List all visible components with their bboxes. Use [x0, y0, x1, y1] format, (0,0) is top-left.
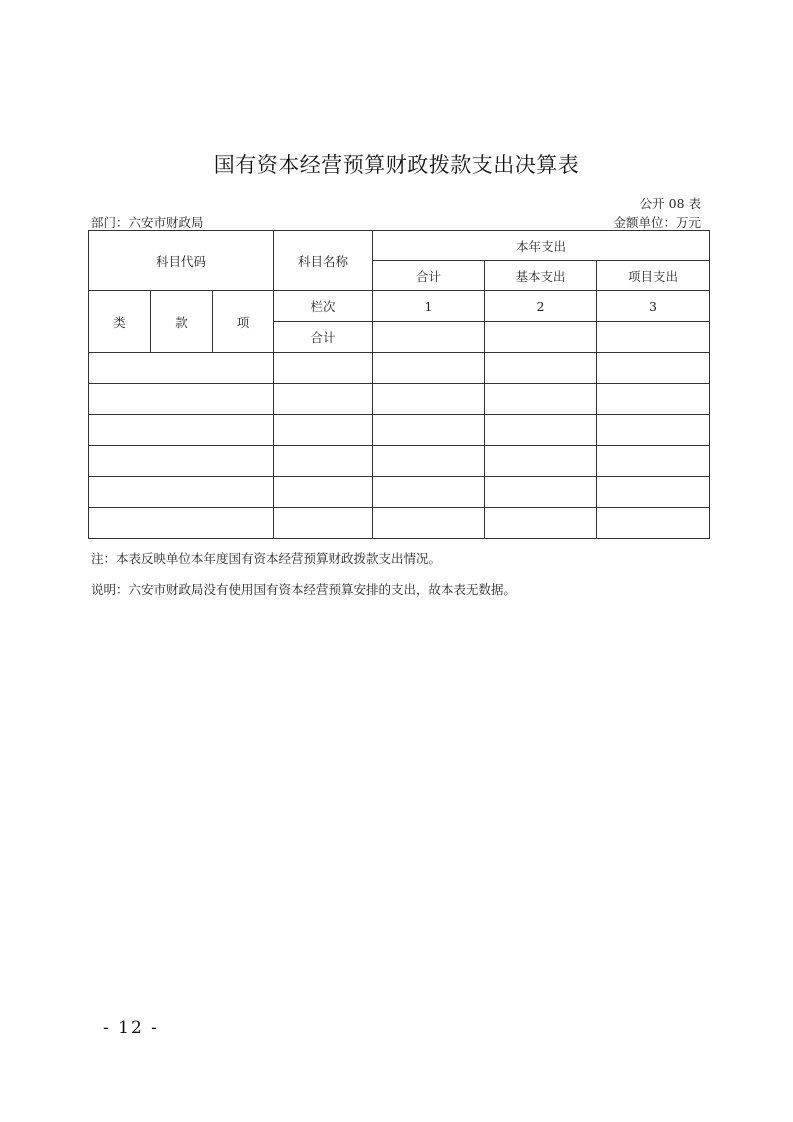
table-cell [274, 477, 373, 508]
page-title: 国有资本经营预算财政拨款支出决算表 [213, 153, 580, 177]
table-cell [373, 477, 485, 508]
table-cell [597, 477, 710, 508]
header-section: 款 [151, 291, 213, 353]
table-cell [597, 353, 710, 384]
total-row-label: 合计 [274, 322, 373, 353]
column-index-row [89, 291, 710, 322]
table-cell [597, 384, 710, 415]
table-cell [373, 322, 485, 353]
table-cell [485, 415, 597, 446]
table-note: 注：本表反映单位本年度国有资本经营预算财政拨款支出情况。 [91, 551, 442, 566]
column-index-3: 3 [597, 291, 710, 322]
table-cell [485, 384, 597, 415]
table-explanation: 说明：六安市财政局没有使用国有资本经营预算安排的支出，故本表无数据。 [91, 582, 517, 597]
table-cell [373, 415, 485, 446]
table-cell [485, 446, 597, 477]
expenditure-table [88, 230, 710, 539]
table-row [89, 508, 710, 539]
table-cell [485, 322, 597, 353]
header-subject-name: 科目名称 [274, 231, 373, 291]
form-number: 公开 08 表 [639, 196, 701, 211]
table-row [89, 415, 710, 446]
table-cell [89, 353, 274, 384]
table-cell [485, 508, 597, 539]
table-cell [274, 508, 373, 539]
table-row [89, 477, 710, 508]
table-cell [485, 477, 597, 508]
table-cell [373, 446, 485, 477]
table-cell [597, 322, 710, 353]
page-number: - 12 - [103, 1018, 159, 1038]
header-row-1 [89, 231, 710, 261]
table-row [89, 446, 710, 477]
table-cell [274, 415, 373, 446]
amount-unit-label: 金额单位：万元 [613, 215, 701, 230]
header-column-number: 栏次 [274, 291, 373, 322]
header-subject-code: 科目代码 [89, 231, 274, 291]
table-cell [597, 415, 710, 446]
header-category: 类 [89, 291, 151, 353]
column-index-2: 2 [485, 291, 597, 322]
header-item: 项 [213, 291, 274, 353]
table-cell [89, 477, 274, 508]
department-label: 部门：六安市财政局 [91, 215, 204, 230]
table-cell [274, 446, 373, 477]
table-cell [373, 384, 485, 415]
table-cell [89, 415, 274, 446]
table-cell [597, 446, 710, 477]
header-current-year-expenditure: 本年支出 [373, 231, 710, 261]
table-cell [274, 384, 373, 415]
table-cell [274, 353, 373, 384]
header-basic-expenditure: 基本支出 [485, 261, 597, 291]
column-index-1: 1 [373, 291, 485, 322]
table-cell [89, 508, 274, 539]
table-row [89, 384, 710, 415]
table-cell [373, 353, 485, 384]
header-project-expenditure: 项目支出 [597, 261, 710, 291]
table-cell [597, 508, 710, 539]
table-row [89, 353, 710, 384]
table-cell [485, 353, 597, 384]
table-cell [89, 446, 274, 477]
header-total: 合计 [373, 261, 485, 291]
table-cell [373, 508, 485, 539]
table-cell [89, 384, 274, 415]
